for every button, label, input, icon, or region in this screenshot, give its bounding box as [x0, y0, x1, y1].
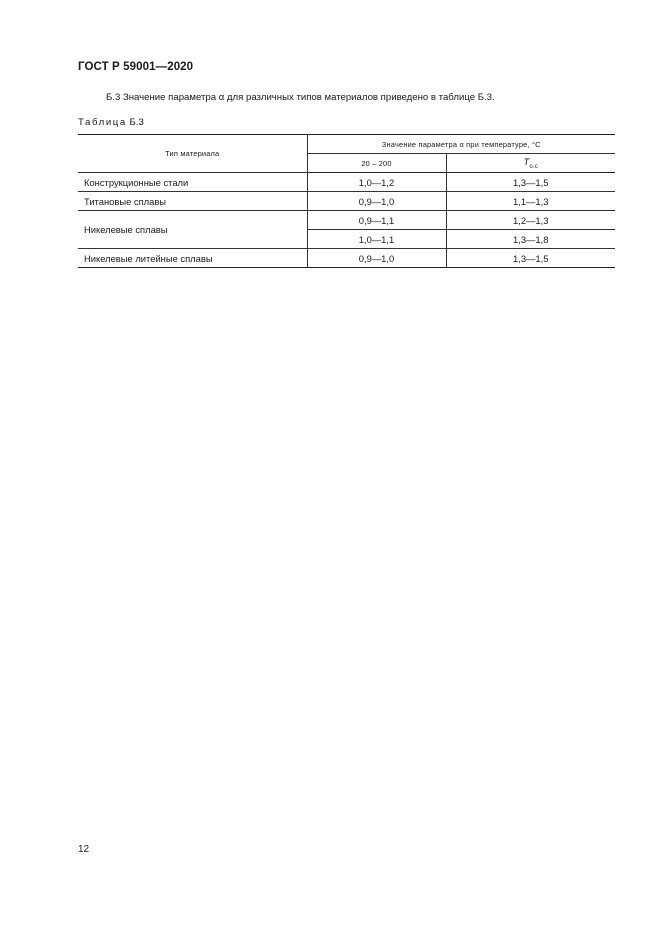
header-material-type: Тип материала [78, 135, 307, 173]
table-row [78, 211, 615, 230]
subheader-temperature-range: 20 – 200 [307, 154, 446, 173]
value-range-20-200: 0,9—1,0 [307, 249, 446, 268]
material-name: Никелевые литейные сплавы [78, 249, 307, 268]
page-number: 12 [78, 844, 90, 855]
header-alpha-symbol: α [459, 139, 464, 149]
value-ambient: 1,3—1,8 [446, 230, 615, 249]
value-range-20-200: 0,9—1,1 [307, 211, 446, 230]
table-caption-number: Б.3 [129, 117, 144, 128]
document-code-header: ГОСТ Р 59001—2020 [78, 61, 194, 73]
subheader-t-subscript: о.с [529, 164, 539, 170]
table-caption [78, 117, 144, 128]
table-row [78, 192, 615, 211]
paragraph-b3 [106, 92, 495, 103]
header-value-prefix: Значение параметра [381, 139, 460, 149]
alpha-symbol: α [218, 92, 225, 103]
material-name: Конструкционные стали [78, 173, 307, 192]
header-value-suffix: при температуре, °С [463, 139, 541, 149]
table-row [78, 173, 615, 192]
value-ambient: 1,3—1,5 [446, 249, 615, 268]
paragraph-text-after: для различных типов материалов приведено в таблице Б.3. [224, 92, 495, 103]
value-range-20-200: 0,9—1,0 [307, 192, 446, 211]
value-range-20-200: 1,0—1,1 [307, 230, 446, 249]
material-parameter-table [78, 134, 615, 268]
material-name: Титановые сплавы [78, 192, 307, 211]
value-range-20-200: 1,0—1,2 [307, 173, 446, 192]
subheader-ambient-temperature [446, 154, 615, 173]
material-name: Никелевые сплавы [78, 211, 307, 249]
header-parameter-value [307, 135, 615, 154]
table-caption-word: Таблица [78, 117, 127, 128]
paragraph-text-before: Б.3 Значение параметра [106, 92, 219, 103]
value-ambient: 1,2—1,3 [446, 211, 615, 230]
value-ambient: 1,1—1,3 [446, 192, 615, 211]
table-row [78, 249, 615, 268]
subheader-t-symbol: T [523, 156, 530, 167]
value-ambient: 1,3—1,5 [446, 173, 615, 192]
